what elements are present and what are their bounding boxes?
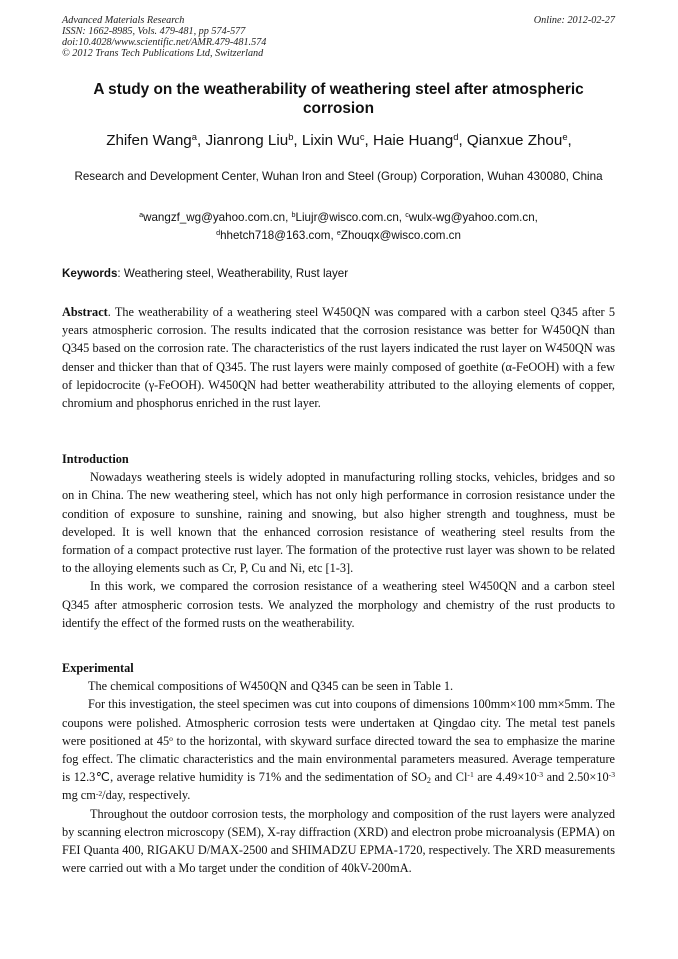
- keywords-text: : Weathering steel, Weatherability, Rust layer: [117, 267, 349, 280]
- email-mark: c: [405, 210, 409, 220]
- email-link[interactable]: wangzf_wg@yahoo.com.cn: [143, 211, 286, 224]
- author-name: Zhifen Wang: [106, 132, 192, 149]
- email-mark: a: [139, 210, 144, 220]
- email-mark: e: [336, 228, 341, 238]
- abstract-section: [62, 303, 615, 412]
- experimental-heading: Experimental: [62, 661, 134, 675]
- introduction-section: [62, 450, 615, 632]
- email-link[interactable]: Liujr@wisco.com.cn: [295, 211, 399, 224]
- doi-line: doi:10.4028/www.scientific.net/AMR.479-481.574: [62, 37, 267, 48]
- email-mark: b: [291, 210, 296, 220]
- keywords-label: Keywords: [62, 267, 118, 280]
- copyright-line: © 2012 Trans Tech Publications Ltd, Switzerland: [62, 48, 264, 59]
- email-link[interactable]: Zhouqx@wisco.com.cn: [340, 229, 461, 242]
- journal-name: Advanced Materials Research: [62, 15, 185, 26]
- experimental-paragraph-1: The chemical compositions of W450QN and Q345 can be seen in Table 1.: [88, 679, 454, 694]
- online-date: Online: 2012-02-27: [533, 15, 615, 26]
- author-name: Haie Huang: [373, 132, 454, 149]
- email-list: $^a$wangzf_wg@yahoo.com.cn, $^b$Liujr@wisco.com.cn, $^c$wulx-wg@yahoo.com.cn, $^d$hhetch718@163.com, $^e$Zhouqx@wisco.com.cn: [139, 210, 538, 242]
- introduction-paragraph-2: In this work, we compared the corrosion resistance of a weathering steel W450QN and a carbon steel Q345 after atmospheric corrosion tests. We analyzed the morphology and chemistry of the rust products to identify the effect of the formed rusts on the weatherability.: [62, 579, 615, 630]
- email-mark: d: [216, 228, 221, 238]
- experimental-paragraph-2: For this investigation, the steel specimen was cut into coupons of dimensions 100mm×100 mm×5mm. The coupons were polished. Atmospheric corrosion tests were undertaken at Qingdao city. The metal test panels were positioned at 45$^o$ to the horizontal, with skyward surface directed toward the sea to emphasize the marine fog effect. The climatic characteristics and the main environmental parameters measured. Average temperature is 12.3℃, average relative humidity is 71% and the sedimentation of $SO_2$ and $Cl^{-1}$ are $4.49\times 10^{-3}$ and $2.50\times 10^{-3}$ mg $cm^{-2}$/day, respectively.: [62, 697, 615, 803]
- email-link[interactable]: hhetch718@163.com: [220, 229, 331, 242]
- paper-title: A study on the weatherability of weathering steel after atmospheric corrosion: [93, 81, 584, 117]
- introduction-heading: Introduction: [62, 452, 129, 466]
- author-list: Zhifen Wang$^a$, Jianrong Liu$^b$, Lixin Wu$^c$, Haie Huang$^d$, Qianxue Zhou$^e$,: [106, 131, 572, 149]
- author-name: Lixin Wu: [301, 132, 360, 149]
- author-mark: b: [288, 131, 294, 143]
- author-name: Jianrong Liu: [205, 132, 289, 149]
- author-mark: d: [453, 131, 459, 143]
- introduction-paragraph-1: Nowadays weathering steels is widely adopted in manufacturing rolling stocks, vehicles, bridges and so on in China. The new weathering steel, which has not only high performance in corrosion resistance under the condition of exposure to sunshine, raining and snowing, but also higher strength and toughness, must be developed. It is well known that the enhanced corrosion resistance of weathering steel results from the formation of a compact protective rust layer. The formation of the protective rust layer was shown to be related to the alloying elements such as Cr, P, Cu and Ni, etc [1-3].: [62, 470, 615, 576]
- experimental-section: [62, 659, 615, 877]
- author-name: Qianxue Zhou: [466, 132, 563, 149]
- author-mark: a: [191, 131, 197, 143]
- keywords: [62, 266, 615, 282]
- abstract-label: Abstract: [62, 305, 108, 319]
- abstract-text: . The weatherability of a weathering steel W450QN was compared with a carbon steel Q345 after 5 years atmospheric corrosion. The results indicated that the corrosion resistance was better for W450QN than Q345 based on the corrosion rate. The characteristics of the rust layers indicated the rust layer on W450QN was denser and thicker than that of Q345. The rust layers were mainly composed of goethite (α-FeOOH) with a few of lepidocrocite (γ-FeOOH). W450QN had better weatherability attributed to the alloying elements of copper, chromium and phosphorus enriched in the rust layer.: [62, 305, 615, 411]
- email-link[interactable]: wulx-wg@yahoo.com.cn: [408, 211, 535, 224]
- issn-line: ISSN: 1662-8985, Vols. 479-481, pp 574-577: [62, 26, 246, 37]
- affiliation: Research and Development Center, Wuhan Iron and Steel (Group) Corporation, Wuhan 430080, China: [74, 170, 603, 183]
- journal-header: [62, 15, 615, 59]
- author-mark: e: [562, 131, 568, 143]
- experimental-paragraph-3: Throughout the outdoor corrosion tests, the morphology and composition of the rust layers were analyzed by scanning electron microscopy (SEM), X-ray diffraction (XRD) and electron probe microanalysis (EPMA) on FEI Quanta 400, RIGAKU D/MAX-2500 and SHIMADZU EPMA-1720, respectively. The XRD measurements were carried out with a Mo target under the condition of 40kV-200mA.: [62, 806, 615, 876]
- author-mark: c: [359, 131, 365, 143]
